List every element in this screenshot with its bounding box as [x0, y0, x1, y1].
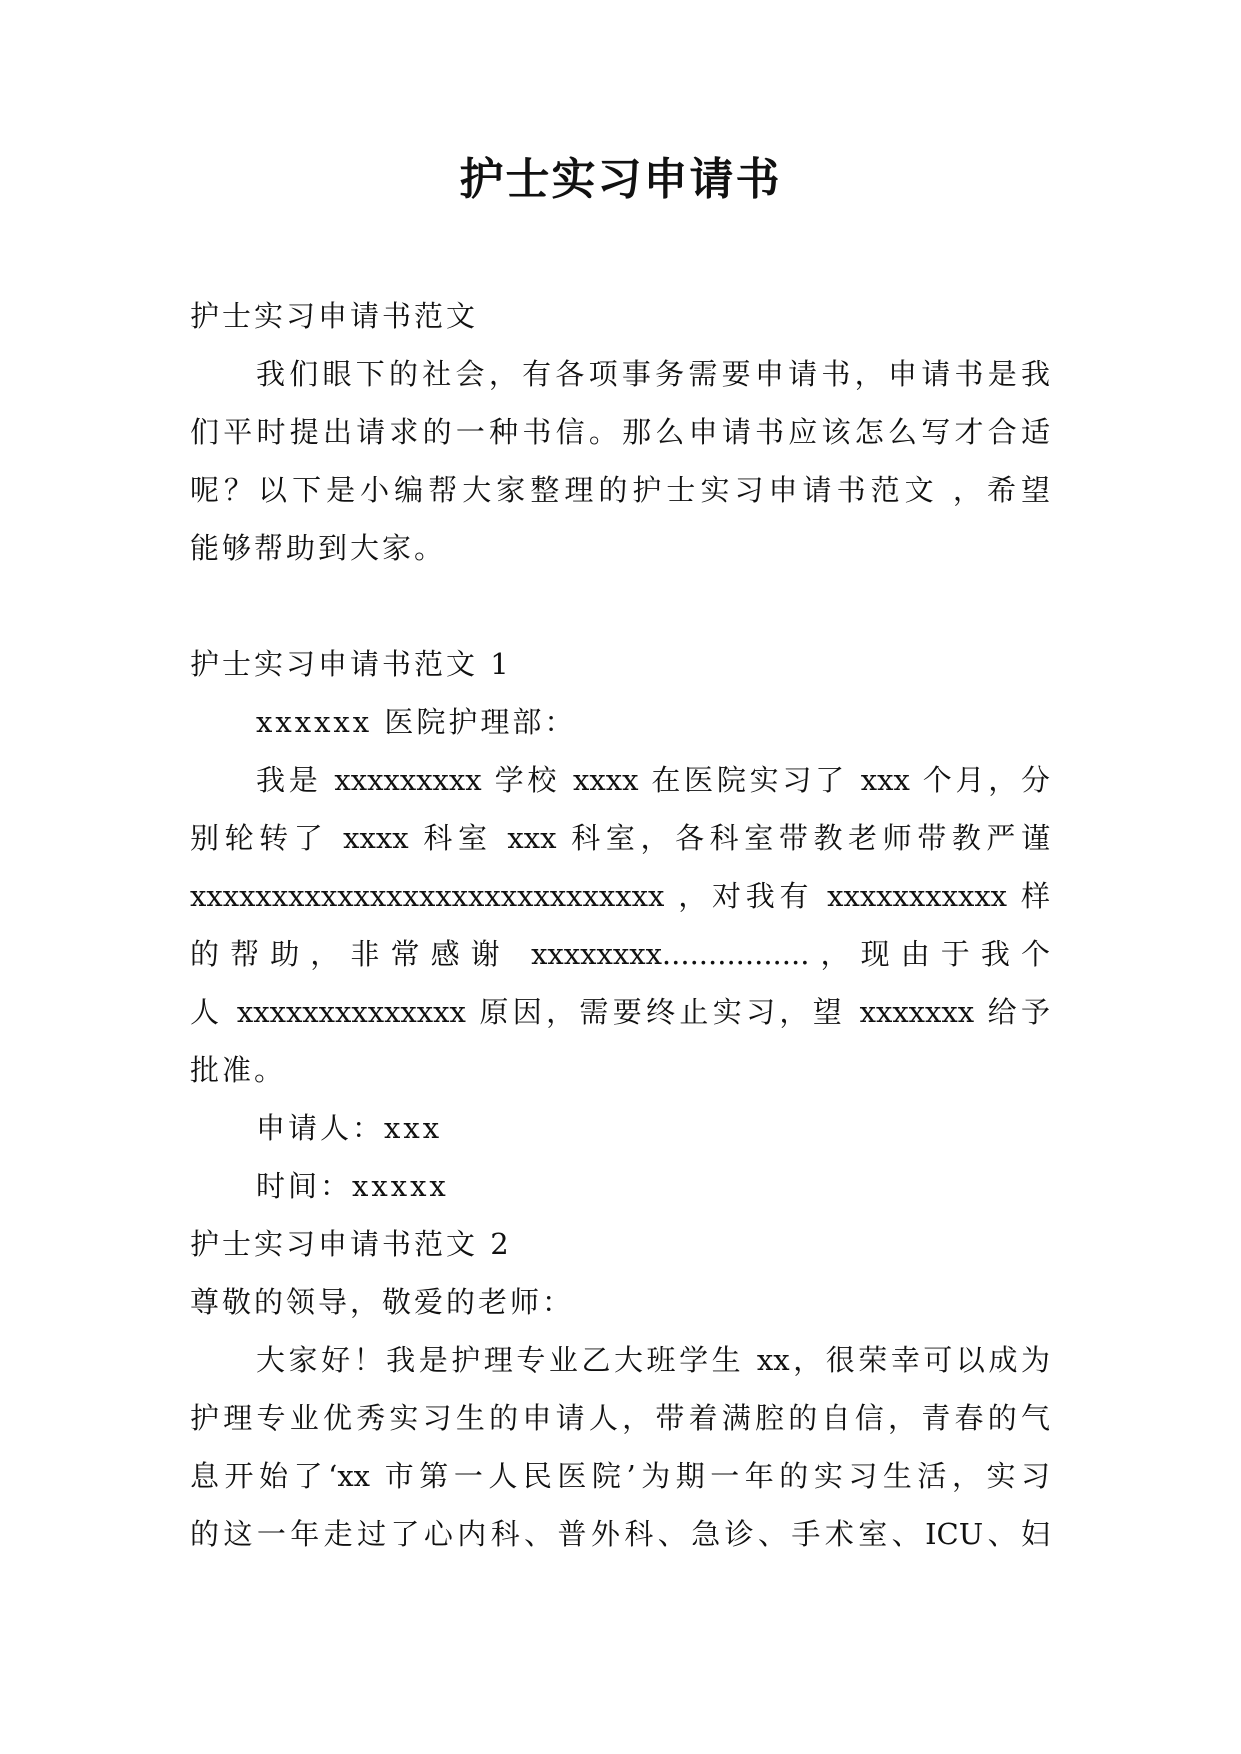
paragraph-line: 批准。: [190, 1053, 287, 1087]
paragraph-line: 们平时提出请求的一种书信。那么申请书应该怎么写才合适: [190, 415, 1050, 449]
section-heading: 护士实习申请书范文: [190, 299, 479, 333]
paragraph-line: 别轮转了 xxxx 科室 xxx 科室，各科室带教老师带教严谨: [190, 821, 1050, 855]
paragraph-line: 能够帮助到大家。: [190, 531, 447, 565]
paragraph-line: 我是 xxxxxxxxx 学校 xxxx 在医院实习了 xxx 个月，分: [256, 763, 1050, 797]
section-heading: 护士实习申请书范文 2: [190, 1227, 512, 1261]
document-title: 护士实习申请书: [459, 154, 782, 205]
salutation: 尊敬的领导，敬爱的老师：: [190, 1285, 575, 1319]
paragraph-line: 的帮助，非常感谢 xxxxxxxx................，现由于我个: [190, 937, 1050, 971]
paragraph-line: 呢？以下是小编帮大家整理的护士实习申请书范文 ，希望: [190, 473, 1050, 507]
paragraph-line: 息开始了‘xx 市第一人民医院’为期一年的实习生活，实习: [190, 1459, 1050, 1493]
paragraph-line: 的这一年走过了心内科、普外科、急诊、手术室、ICU、妇: [190, 1517, 1050, 1551]
date-line: 时间：xxxxx: [256, 1169, 449, 1203]
paragraph-line: 我们眼下的社会，有各项事务需要申请书，申请书是我: [256, 357, 1050, 391]
applicant-line: 申请人：xxx: [256, 1111, 443, 1145]
paragraph-line: 护理专业优秀实习生的申请人，带着满腔的自信，青春的气: [190, 1401, 1050, 1435]
salutation: xxxxxx 医院护理部：: [256, 705, 577, 739]
paragraph-line: 大家好！我是护理专业乙大班学生 xx，很荣幸可以成为: [256, 1343, 1050, 1377]
paragraph-line: xxxxxxxxxxxxxxxxxxxxxxxxxxxxx ，对我有 xxxxxxxxxxx 样: [190, 879, 1050, 913]
section-heading: 护士实习申请书范文 1: [190, 647, 512, 681]
paragraph-line: 人 xxxxxxxxxxxxxx 原因，需要终止实习，望 xxxxxxx 给予: [190, 995, 1050, 1029]
